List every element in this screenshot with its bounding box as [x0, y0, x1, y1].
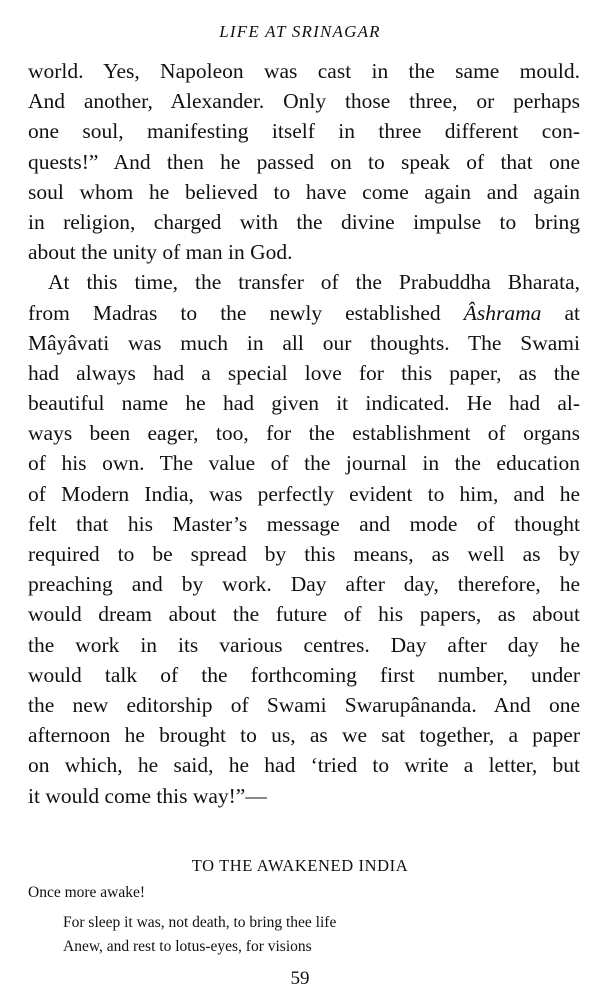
body-line: quests!” And then he passed on to speak of that one	[28, 149, 580, 174]
body-line: preaching and by work. Day after day, therefore, he	[28, 572, 580, 597]
body-line: soul whom he believed to have come again and again	[28, 179, 580, 204]
body-line: in religion, charged with the divine impulse to bring	[28, 209, 580, 234]
poem-line: Once more awake!	[28, 884, 146, 901]
body-line: one soul, manifesting itself in three different con-	[28, 119, 580, 144]
body-line: would dream about the future of his papers, as about	[28, 602, 580, 627]
page-number: 59	[290, 968, 310, 989]
body-line-ashrama	[28, 298, 580, 328]
poem-line: Anew, and rest to lotus-eyes, for visions	[63, 938, 312, 955]
body-line-text: At this time, the transfer of the Prabuddha Bharata,	[48, 270, 580, 295]
poem-line: For sleep it was, not death, to bring thee life	[63, 914, 337, 931]
body-line: on which, he said, he had ‘tried to write a letter, but	[28, 753, 580, 778]
body-line: it would come this way!”—	[28, 783, 267, 808]
poem-title: TO THE AWAKENED INDIA	[191, 856, 409, 875]
body-line: would talk of the forthcoming first number, under	[28, 662, 580, 687]
body-line: ways been eager, too, for the establishment of organs	[28, 421, 580, 446]
body-line: felt that his Master’s message and mode of thought	[28, 511, 580, 536]
body-text	[28, 56, 580, 811]
body-line: Mâyâvati was much in all our thoughts. The Swami	[28, 330, 580, 355]
body-line: the work in its various centres. Day after day he	[28, 632, 580, 657]
running-head: LIFE AT SRINAGAR	[219, 22, 381, 41]
body-line: beautiful name he had given it indicated. He had al-	[28, 391, 580, 416]
body-line: And another, Alexander. Only those three, or perhaps	[28, 89, 580, 114]
body-line: of his own. The value of the journal in the education	[28, 451, 580, 476]
body-line: required to be spread by this means, as well as by	[28, 542, 580, 566]
ashrama-line-prefix: from Madras to the newly established	[28, 300, 464, 325]
ashrama-line-suffix: at	[541, 300, 580, 325]
body-line: about the unity of man in God.	[28, 240, 293, 265]
body-line: world. Yes, Napoleon was cast in the same mould.	[28, 59, 580, 83]
body-line: of Modern India, was perfectly evident to him, and he	[28, 481, 580, 506]
body-line: afternoon he brought to us, as we sat together, a paper	[28, 723, 580, 748]
body-line	[28, 267, 580, 297]
ashrama-word: Âshrama	[463, 300, 542, 325]
body-line: had always had a special love for this paper, as the	[28, 360, 580, 385]
body-line: the new editorship of Swami Swarupânanda. And one	[28, 692, 580, 717]
